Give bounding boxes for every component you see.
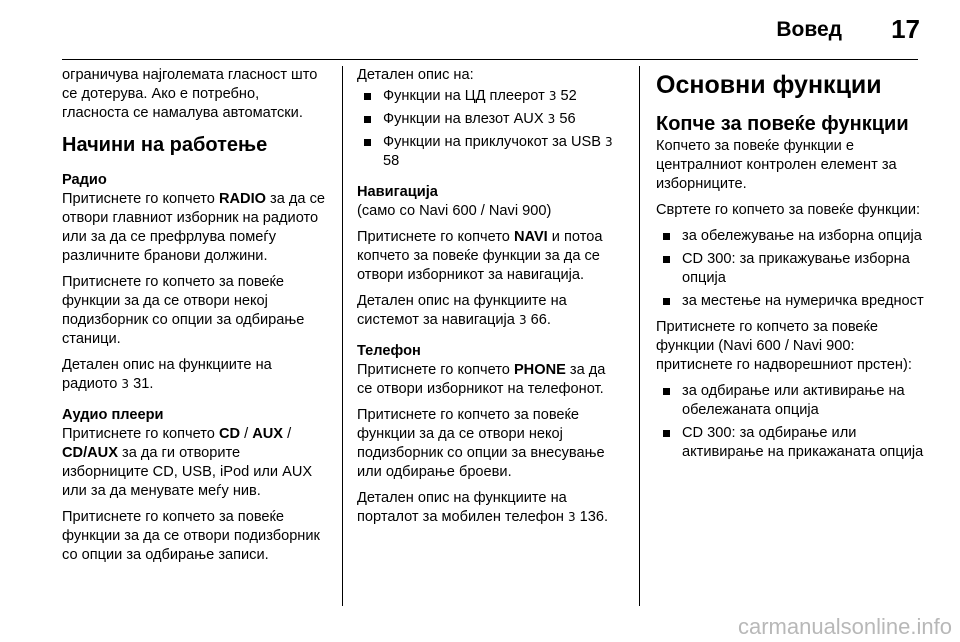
navi-key: NAVI: [513, 229, 548, 245]
navigation-paragraph: (само со Navi 600 / Navi 900): [357, 203, 552, 219]
audio-paragraph: [62, 425, 330, 501]
page-reference-icon: 3: [567, 510, 576, 524]
radio-paragraph: [62, 356, 330, 394]
text: Притиснете го копчето: [62, 426, 219, 442]
intro-paragraph: ограничува најголемата гласност што се дотерува. Ако е потребно, гласноста се намалува автоматски.: [62, 67, 318, 121]
navigation-heading: Навигација: [357, 184, 438, 200]
page-reference-icon: 3: [547, 112, 556, 126]
column-right: [656, 66, 926, 469]
page-reference-icon: 3: [518, 313, 527, 327]
phone-paragraph: Притиснете го копчето за повеќе функции за да се отвори некој подизборник со опции за внесување или одбирање броеви.: [357, 407, 605, 480]
list-item: [357, 87, 621, 106]
main-heading: Основни функции: [656, 71, 882, 99]
column-divider: [342, 66, 343, 606]
turn-list: [656, 227, 926, 311]
header-divider: [62, 59, 918, 60]
text: Притиснете го копчето: [62, 191, 219, 207]
text: за да се отвори изборникот на телефонот.: [357, 362, 606, 397]
list-item: CD 300: за одбирање или активирање на прикажаната опција: [656, 424, 926, 462]
page-header: [0, 0, 960, 60]
radio-heading: Радио: [62, 172, 107, 188]
multifunction-paragraph: Свртете го копчето за повеќе функции:: [656, 202, 921, 218]
column-left: [62, 66, 330, 572]
text: Функции на ЦД плеерот: [383, 88, 549, 104]
audio-paragraph: Притиснете го копчето за повеќе функции за да се отвори подизборник со опции за одбирање записи.: [62, 509, 320, 563]
page-ref[interactable]: 31.: [133, 376, 154, 392]
radio-paragraph: [62, 190, 330, 266]
text: Функции на приклучокот за USB: [383, 134, 606, 150]
navigation-paragraph: [357, 228, 621, 285]
page-title: Вовед: [776, 18, 842, 41]
aux-key: AUX: [252, 426, 284, 442]
sub-heading: Копче за повеќе функции: [656, 113, 909, 135]
list-item: [357, 133, 621, 171]
press-list: [656, 382, 926, 462]
text: /: [240, 426, 253, 442]
page-reference-icon: 3: [605, 135, 613, 149]
page-reference-icon: 3: [121, 377, 130, 391]
page-ref[interactable]: 58: [383, 153, 400, 169]
text: Притиснете го копчето: [357, 362, 514, 378]
text: Функции на влезот AUX: [383, 111, 548, 127]
list-item: CD 300: за прикажување изборна опција: [656, 250, 926, 288]
page-ref[interactable]: 66.: [530, 312, 551, 328]
text: Детален опис на функциите на системот за навигација: [357, 293, 567, 328]
multifunction-paragraph: Притиснете го копчето за повеќе функции (Navi 600 / Navi 900: притиснете го надворешниот прстен):: [656, 319, 912, 373]
column-divider: [639, 66, 640, 606]
audio-heading: Аудио плеери: [62, 407, 164, 423]
text: Детален опис на функциите на порталот за мобилен телефон: [357, 490, 568, 525]
list-item: за одбирање или активирање на обележаната опција: [656, 382, 926, 420]
detail-list: [357, 87, 621, 171]
section-heading: Начини на работење: [62, 134, 268, 156]
radio-paragraph: Притиснете го копчето за повеќе функции за да се отвори некој подизборник со опции за одбирање станици.: [62, 274, 305, 347]
radio-key: RADIO: [218, 191, 266, 207]
text: Детален опис на функциите на радиото: [62, 357, 272, 392]
phone-paragraph: [357, 489, 621, 527]
detail-paragraph: Детален опис на:: [357, 67, 474, 83]
cd-aux-key: CD/AUX: [62, 445, 118, 461]
watermark: carmanualsonline.info: [737, 614, 952, 639]
text: за да ги отворите изборниците CD, USB, iPod или AUX или за да менувате меѓу нив.: [62, 445, 313, 499]
page-ref[interactable]: 52: [560, 88, 577, 104]
navigation-paragraph: [357, 292, 621, 330]
phone-key: PHONE: [513, 362, 566, 378]
list-item: за местење на нумеричка вредност: [656, 292, 926, 311]
text: /: [283, 426, 292, 442]
phone-paragraph: [357, 361, 621, 399]
text: за да се отвори главниот изборник на радиото или за да се префрлува помеѓу различните бранови должини.: [62, 191, 326, 264]
list-item: [357, 110, 621, 129]
text: и потоа копчето за повеќе функции за да се отвори изборникот за навигација.: [357, 229, 603, 283]
cd-key: CD: [218, 426, 241, 442]
list-item: за обележување на изборна опција: [656, 227, 926, 246]
column-middle: [357, 66, 621, 534]
page-ref[interactable]: 56: [559, 111, 576, 127]
text: Притиснете го копчето: [357, 229, 514, 245]
page-reference-icon: 3: [548, 89, 557, 103]
multifunction-paragraph: Копчето за повеќе функции е централниот контролен елемент за изборниците.: [656, 138, 897, 192]
phone-heading: Телефон: [357, 343, 421, 359]
page-number: 17: [891, 14, 920, 44]
page-ref[interactable]: 136.: [579, 509, 609, 525]
